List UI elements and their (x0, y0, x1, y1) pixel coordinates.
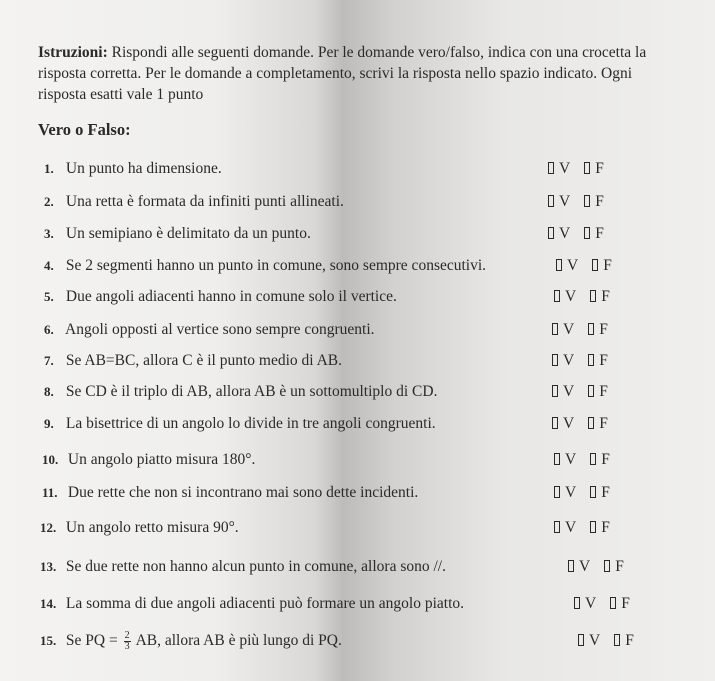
checkbox-true[interactable] (554, 486, 560, 498)
option-label-f: F (601, 451, 610, 468)
option-false[interactable] (588, 412, 608, 436)
option-label-f: F (599, 415, 608, 432)
question-row (40, 629, 680, 653)
instructions-text: Rispondi alle seguenti domande. Per le domande vero/falso, indica con una crocetta la risposta corretta. Per le domande a completamento, scrivi la risposta nello spazio indicato. Ogni risposta esatti vale 1 punto (38, 44, 647, 103)
option-label-v: V (559, 193, 571, 210)
question-number: 5. (44, 289, 54, 304)
question-number: 1. (44, 161, 54, 176)
checkbox-true[interactable] (554, 453, 560, 465)
question-row (44, 157, 684, 181)
option-label-f: F (601, 484, 610, 501)
question-text-before: Se PQ = (65, 632, 122, 649)
option-false[interactable] (614, 629, 634, 653)
checkbox-false[interactable] (588, 385, 594, 397)
option-label-v: V (567, 257, 579, 274)
checkbox-true[interactable] (574, 597, 580, 609)
option-true[interactable] (568, 555, 590, 579)
question-text: La bisettrice di un angolo lo divide in tre angoli congruenti. (65, 415, 436, 432)
option-true[interactable] (578, 629, 600, 653)
option-true[interactable] (552, 318, 574, 342)
checkbox-false[interactable] (614, 634, 620, 646)
question-number: 2. (44, 194, 54, 209)
option-label-f: F (621, 595, 630, 612)
answer-options (548, 190, 618, 214)
option-label-f: F (601, 519, 610, 536)
question-text: Se CD è il triplo di AB, allora AB è un sottomultiplo di CD. (65, 383, 438, 400)
checkbox-true[interactable] (554, 290, 560, 302)
option-label-f: F (595, 160, 604, 177)
checkbox-false[interactable] (604, 560, 610, 572)
answer-options (552, 380, 622, 404)
fraction-numerator: 2 (124, 629, 130, 641)
question-row (44, 318, 684, 342)
option-false[interactable] (610, 592, 630, 616)
option-true[interactable] (554, 516, 576, 540)
option-false[interactable] (604, 555, 624, 579)
option-label-v: V (563, 321, 575, 338)
option-label-v: V (559, 160, 571, 177)
option-true[interactable] (548, 222, 570, 246)
answer-options (578, 629, 648, 653)
option-label-f: F (595, 193, 604, 210)
checkbox-false[interactable] (588, 417, 594, 429)
option-label-f: F (599, 383, 608, 400)
checkbox-true[interactable] (552, 354, 558, 366)
option-false[interactable] (590, 285, 610, 309)
section-title: Vero o Falso: (38, 120, 131, 139)
checkbox-true[interactable] (552, 323, 558, 335)
option-label-v: V (565, 484, 577, 501)
question-text: Se AB=BC, allora C è il punto medio di AB. (65, 352, 342, 369)
checkbox-true[interactable] (548, 227, 554, 239)
question-number: 9. (44, 416, 54, 431)
instructions-label: Istruzioni: (38, 44, 108, 61)
question-text-after: AB, allora AB è più lungo di PQ. (132, 632, 342, 649)
question-row (44, 285, 684, 309)
option-label-f: F (601, 288, 610, 305)
answer-options (554, 285, 624, 309)
question-text: La somma di due angoli adiacenti può formare un angolo piatto. (65, 595, 465, 612)
question-text: Un punto ha dimensione. (65, 160, 222, 177)
question-number: 4. (44, 258, 54, 273)
option-true[interactable] (574, 592, 596, 616)
option-label-v: V (589, 632, 601, 649)
checkbox-false[interactable] (590, 521, 596, 533)
option-true[interactable] (556, 254, 578, 278)
question-number: 14. (40, 596, 57, 611)
question-row (40, 592, 680, 616)
option-label-f: F (599, 321, 608, 338)
question-number: 11. (42, 485, 58, 500)
option-true[interactable] (552, 412, 574, 436)
checkbox-true[interactable] (548, 162, 554, 174)
checkbox-false[interactable] (590, 290, 596, 302)
question-row (44, 349, 684, 373)
checkbox-true[interactable] (578, 634, 584, 646)
option-false[interactable] (590, 516, 610, 540)
question-text: Due angoli adiacenti hanno in comune solo il vertice. (65, 288, 397, 305)
checkbox-true[interactable] (554, 521, 560, 533)
question-row (42, 448, 682, 472)
question-number: 3. (44, 226, 54, 241)
option-label-v: V (565, 288, 577, 305)
option-label-v: V (579, 558, 591, 575)
option-true[interactable] (554, 448, 576, 472)
question-row (44, 222, 684, 246)
option-label-v: V (563, 383, 575, 400)
checkbox-false[interactable] (588, 323, 594, 335)
question-number: 8. (44, 384, 54, 399)
option-true[interactable] (552, 380, 574, 404)
question-text: Un angolo piatto misura 180°. (67, 451, 256, 468)
option-label-v: V (559, 225, 571, 242)
question-text: Se 2 segmenti hanno un punto in comune, sono sempre consecutivi. (65, 257, 487, 274)
option-true[interactable] (548, 190, 570, 214)
question-row (40, 516, 680, 540)
question-text: Se due rette non hanno alcun punto in comune, allora sono //. (65, 558, 446, 575)
answer-options (548, 222, 618, 246)
question-row (44, 412, 684, 436)
answer-options (554, 481, 624, 505)
answer-options (554, 516, 624, 540)
question-number: 15. (40, 633, 57, 648)
option-false[interactable] (590, 481, 610, 505)
question-text: Angoli opposti al vertice sono sempre congruenti. (65, 321, 375, 338)
option-false[interactable] (590, 448, 610, 472)
checkbox-false[interactable] (590, 486, 596, 498)
instructions (38, 42, 678, 105)
checkbox-true[interactable] (556, 259, 562, 271)
answer-options (552, 349, 622, 373)
question-number: 6. (44, 322, 54, 337)
option-true[interactable] (548, 157, 570, 181)
option-label-v: V (565, 451, 577, 468)
answer-options (554, 448, 624, 472)
option-false[interactable] (588, 380, 608, 404)
checkbox-true[interactable] (548, 195, 554, 207)
question-number: 13. (40, 559, 57, 574)
option-label-v: V (563, 415, 575, 432)
checkbox-false[interactable] (590, 453, 596, 465)
option-false[interactable] (588, 318, 608, 342)
checkbox-false[interactable] (588, 354, 594, 366)
question-text: Una retta è formata da infiniti punti allineati. (65, 193, 344, 210)
question-text: Un semipiano è delimitato da un punto. (65, 225, 311, 242)
answer-options (568, 555, 638, 579)
answer-options (556, 254, 626, 278)
checkbox-false[interactable] (584, 227, 590, 239)
fraction-denominator: 3 (124, 640, 130, 652)
option-label-f: F (615, 558, 624, 575)
option-false[interactable] (588, 349, 608, 373)
option-false[interactable] (584, 157, 604, 181)
option-false[interactable] (584, 190, 604, 214)
fraction (124, 631, 131, 652)
option-false[interactable] (584, 222, 604, 246)
question-row (42, 481, 682, 505)
question-text (65, 629, 342, 652)
option-label-v: V (565, 519, 577, 536)
option-label-v: V (585, 595, 597, 612)
checkbox-false[interactable] (592, 259, 598, 271)
answer-options (574, 592, 644, 616)
checkbox-true[interactable] (552, 385, 558, 397)
question-text: Un angolo retto misura 90°. (65, 519, 239, 536)
answer-options (552, 318, 622, 342)
checkbox-false[interactable] (610, 597, 616, 609)
option-label-f: F (595, 225, 604, 242)
answer-options (548, 157, 618, 181)
option-true[interactable] (552, 349, 574, 373)
option-label-v: V (563, 352, 575, 369)
checkbox-false[interactable] (584, 162, 590, 174)
question-number: 12. (40, 520, 57, 535)
question-row (44, 254, 684, 278)
option-false[interactable] (592, 254, 612, 278)
option-true[interactable] (554, 481, 576, 505)
option-label-f: F (603, 257, 612, 274)
question-row (40, 555, 680, 579)
option-label-f: F (599, 352, 608, 369)
question-number: 7. (44, 353, 54, 368)
option-true[interactable] (554, 285, 576, 309)
checkbox-false[interactable] (584, 195, 590, 207)
question-row (44, 380, 684, 404)
option-label-f: F (625, 632, 634, 649)
question-text: Due rette che non si incontrano mai sono dette incidenti. (67, 484, 419, 501)
checkbox-true[interactable] (552, 417, 558, 429)
question-row (44, 190, 684, 214)
checkbox-true[interactable] (568, 560, 574, 572)
question-number: 10. (42, 452, 59, 467)
answer-options (552, 412, 622, 436)
